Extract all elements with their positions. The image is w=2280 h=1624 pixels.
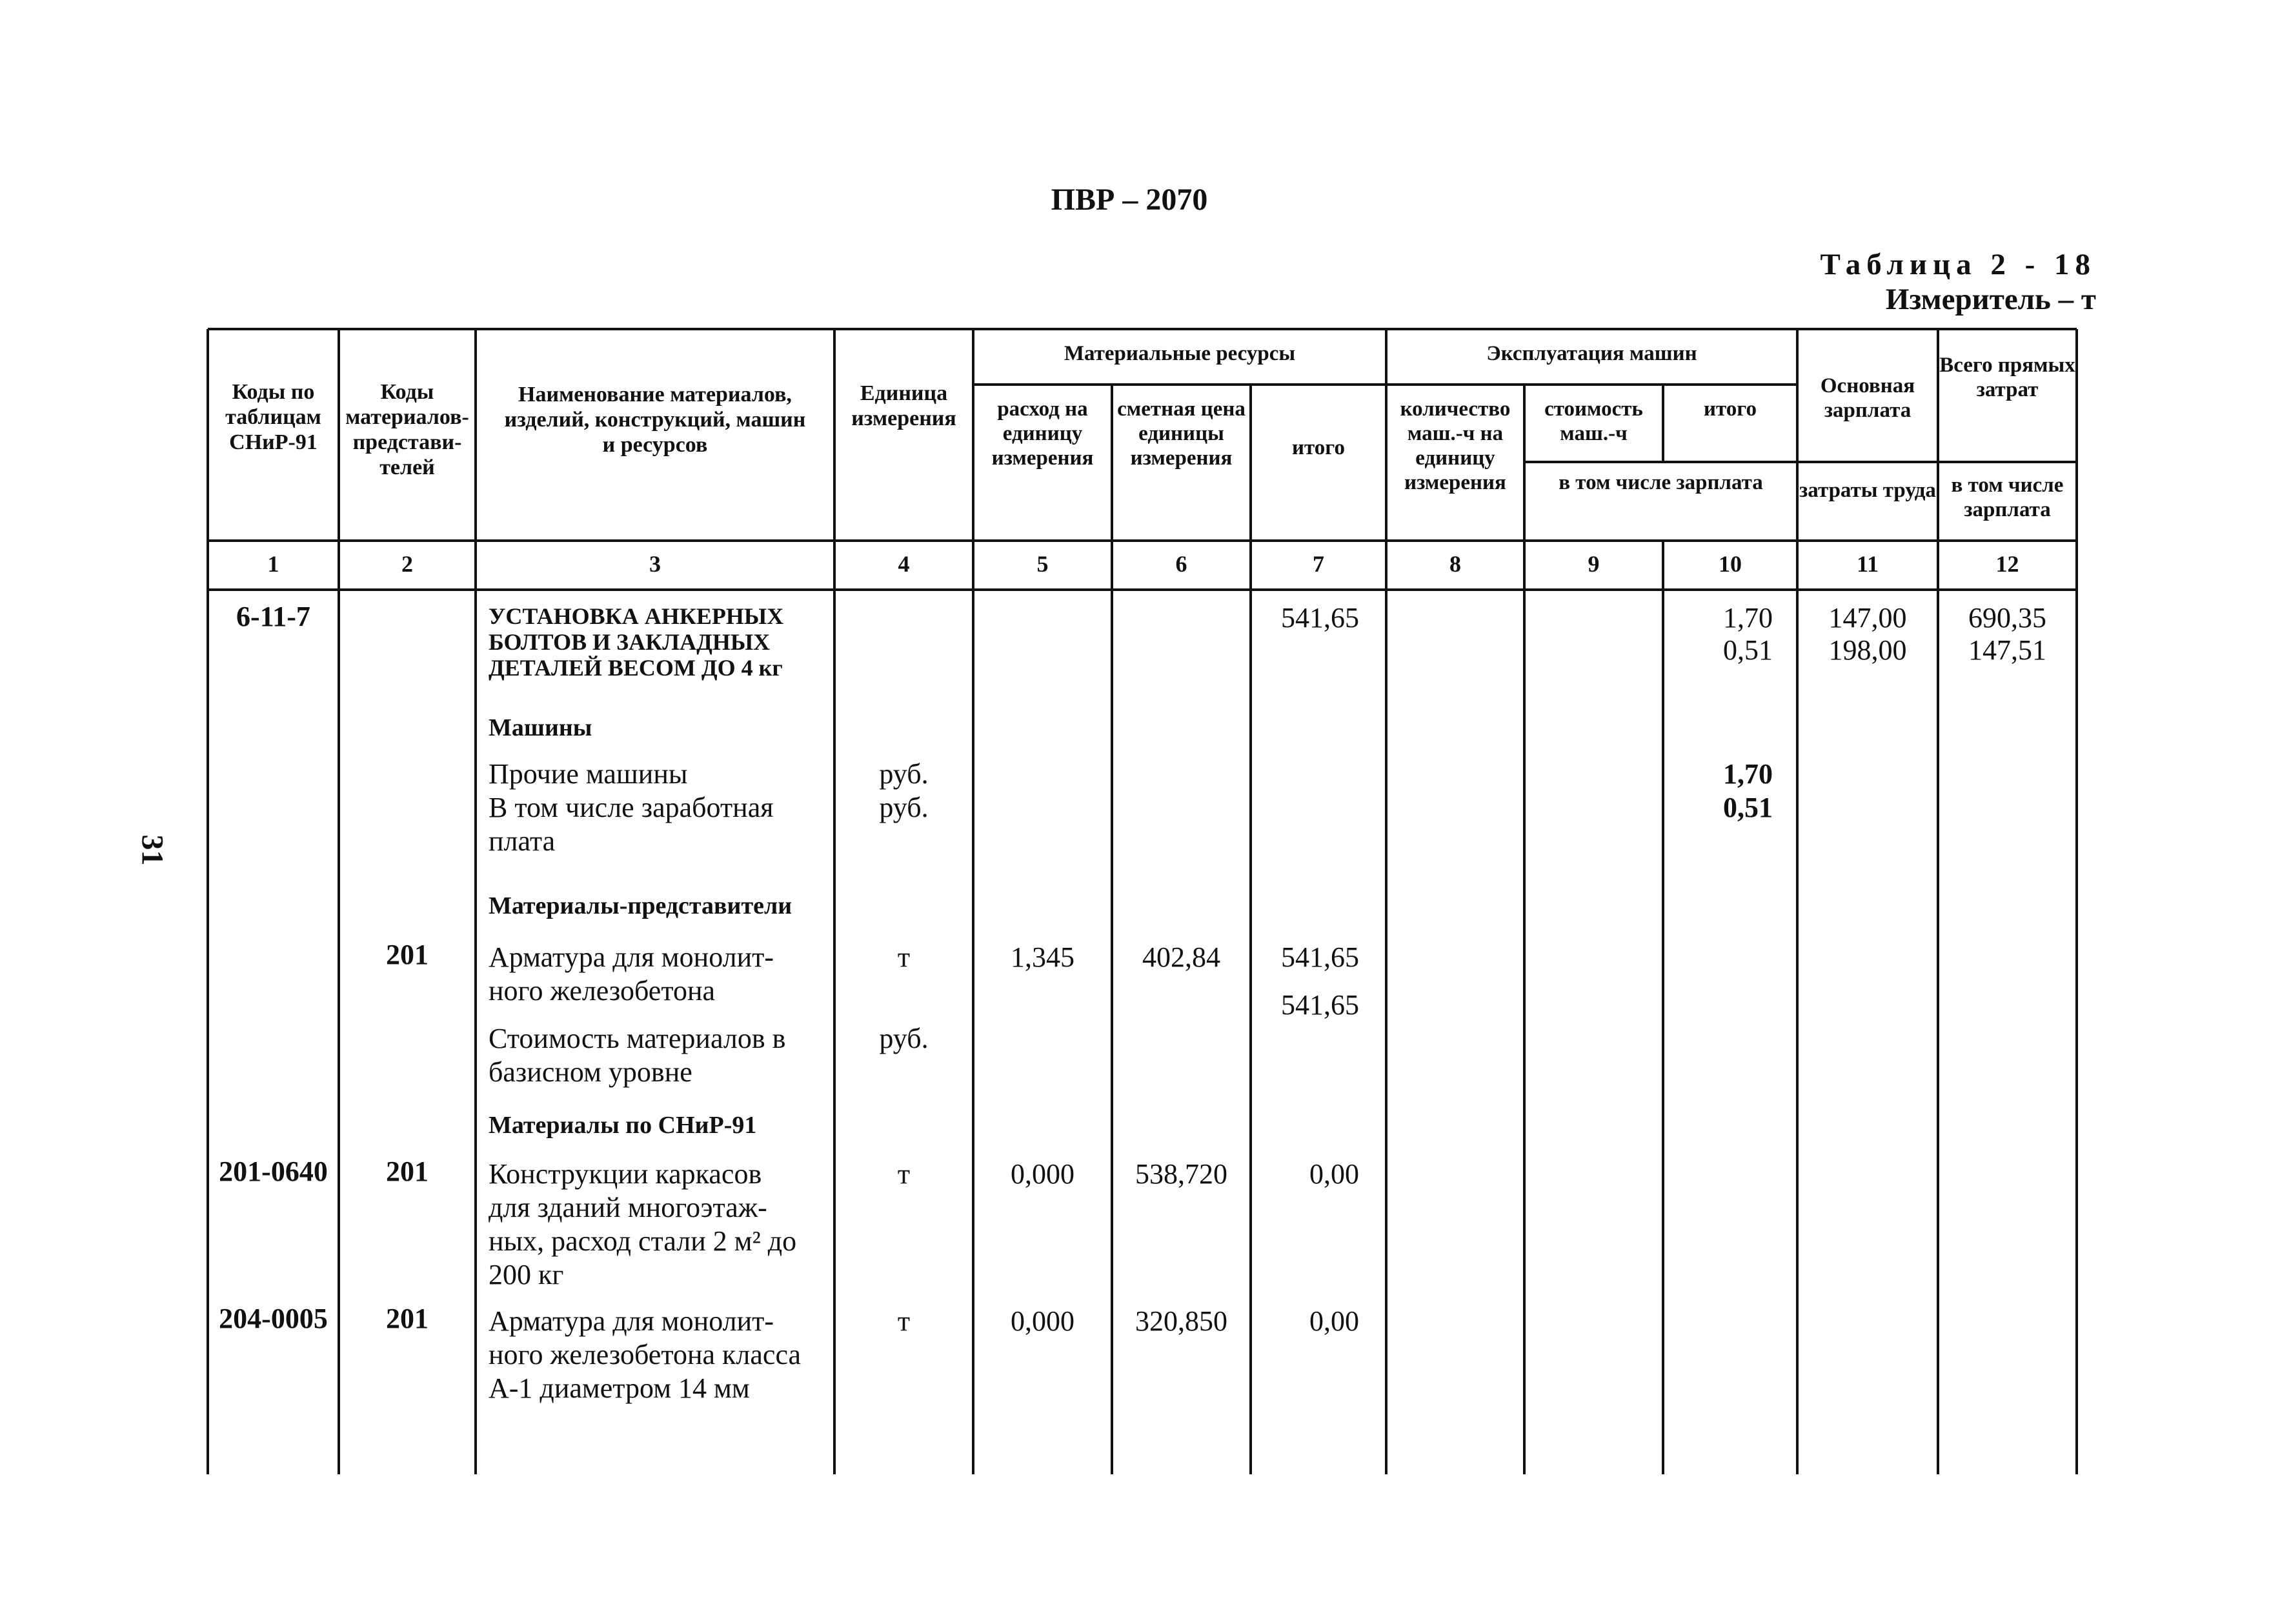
frames-price: 538,720 (1135, 1158, 1227, 1190)
rebar-a1-total: 0,00 (1309, 1305, 1359, 1337)
frames-name: Конструкции каркасов (489, 1158, 762, 1190)
rebar-a1-rep-code: 201 (386, 1303, 429, 1334)
col-group-machines: Эксплуатация машин (1486, 342, 1697, 365)
col-header-direct-salary: в том числе зарплата (1951, 474, 2064, 521)
rebar-price: 402,84 (1142, 941, 1220, 973)
rebar-a1-price: 320,850 (1135, 1305, 1227, 1337)
main-machines-total: 1,70 (1723, 602, 1773, 634)
col-header-rep-codes: Коды материалов-представи-телей (345, 380, 469, 480)
col-number: 4 (898, 551, 910, 577)
frames-total: 0,00 (1309, 1158, 1359, 1190)
other-machines-name: Прочие машины (489, 758, 688, 790)
frames-rep-code: 201 (386, 1156, 429, 1187)
main-materials-total: 541,65 (1281, 602, 1359, 634)
main-direct-salary: 147,51 (1968, 634, 2046, 666)
col-header-rate: расход на единицу измерения (991, 397, 1094, 470)
col-number: 9 (1588, 551, 1600, 577)
rebar-name: Арматура для монолит- (489, 941, 774, 973)
main-code: 6-11-7 (236, 601, 310, 632)
frames-name: 200 кг (489, 1259, 564, 1290)
frames-code: 201-0640 (219, 1156, 328, 1187)
base-cost-name: Стоимость материалов в (489, 1023, 786, 1054)
col-number: 12 (1995, 551, 2019, 577)
col-number: 7 (1313, 551, 1324, 577)
section-representative-materials: Материалы-представители (489, 892, 792, 919)
table-number-label: Таблица 2 - 18 (1820, 248, 2096, 281)
page-number: 31 (135, 834, 170, 866)
rebar-rate: 1,345 (1011, 941, 1074, 973)
col-number: 10 (1719, 551, 1742, 577)
col-number: 2 (401, 551, 413, 577)
incl-salary-unit: руб. (879, 792, 929, 823)
rebar-a1-code: 204-0005 (219, 1303, 328, 1334)
incl-salary-name: плата (489, 825, 556, 857)
rebar-a1-name: А-1 диаметром 14 мм (489, 1372, 750, 1404)
col-number: 11 (1856, 551, 1879, 577)
col-header-unit: Единица измерения (851, 381, 956, 431)
rebar-rep-code: 201 (386, 939, 429, 970)
rebar-name: ного железобетона (489, 975, 716, 1007)
base-cost-name: базисном уровне (489, 1056, 692, 1088)
rebar-unit: т (897, 941, 911, 973)
base-cost-total: 541,65 (1281, 989, 1359, 1021)
section-snip-materials: Материалы по СНиР-91 (489, 1112, 757, 1139)
col-header-machines-salary: в том числе зарплата (1559, 471, 1763, 494)
col-header-labor: затраты труда (1799, 479, 1936, 502)
frames-name: ных, расход стали 2 м² до (489, 1225, 797, 1257)
col-number: 1 (267, 551, 279, 577)
main-labor: 198,00 (1828, 634, 1907, 666)
main-title: УСТАНОВКА АНКЕРНЫХ БОЛТОВ И ЗАКЛАДНЫХ ДЕТАЛЕЙ ВЕСОМ ДО 4 кг (489, 603, 784, 681)
col-group-materials: Материальные ресурсы (1064, 342, 1296, 365)
rebar-a1-unit: т (897, 1305, 911, 1337)
other-machines-total: 1,70 (1723, 758, 1773, 790)
frames-name: для зданий многоэтаж- (489, 1192, 767, 1223)
col-header-price: сметная цена единицы измерения (1117, 397, 1246, 470)
col-header-machine-hours: количество маш.-ч на единицу измерения (1400, 397, 1511, 494)
rebar-a1-rate: 0,000 (1011, 1305, 1074, 1337)
incl-salary-total: 0,51 (1723, 792, 1773, 823)
rebar-a1-name: ного железобетона класса (489, 1339, 802, 1370)
frames-rate: 0,000 (1011, 1158, 1074, 1190)
col-header-name: Наименование материалов, изделий, конструкций, машин и ресурсов (504, 383, 806, 457)
col-header-materials-total: итого (1292, 436, 1345, 459)
col-number: 8 (1449, 551, 1461, 577)
base-cost-unit: руб. (879, 1023, 929, 1054)
incl-salary-name: В том числе заработная (489, 792, 774, 823)
col-header-wage: Основная зарплата (1820, 374, 1915, 422)
main-machines-salary: 0,51 (1723, 634, 1773, 666)
col-number: 5 (1036, 551, 1049, 577)
col-header-direct-total: Всего прямых затрат (1939, 354, 2075, 401)
main-wage: 147,00 (1828, 602, 1907, 634)
frames-unit: т (897, 1158, 911, 1190)
col-header-snip-codes: Коды по таблицам СНиР-91 (225, 380, 321, 455)
other-machines-unit: руб. (879, 758, 929, 790)
measure-unit-label: Измеритель – т (1885, 283, 2096, 316)
col-number: 3 (649, 551, 661, 577)
document-title: ПВР – 2070 (1051, 183, 1208, 217)
section-machines: Машины (489, 714, 592, 741)
main-direct-total: 690,35 (1968, 602, 2046, 634)
col-header-machine-hour-cost: стоимость маш.-ч (1544, 397, 1643, 445)
col-number: 6 (1175, 551, 1187, 577)
rebar-a1-name: Арматура для монолит- (489, 1305, 774, 1337)
rebar-total: 541,65 (1281, 941, 1359, 973)
col-header-machines-total: итого (1704, 397, 1757, 421)
